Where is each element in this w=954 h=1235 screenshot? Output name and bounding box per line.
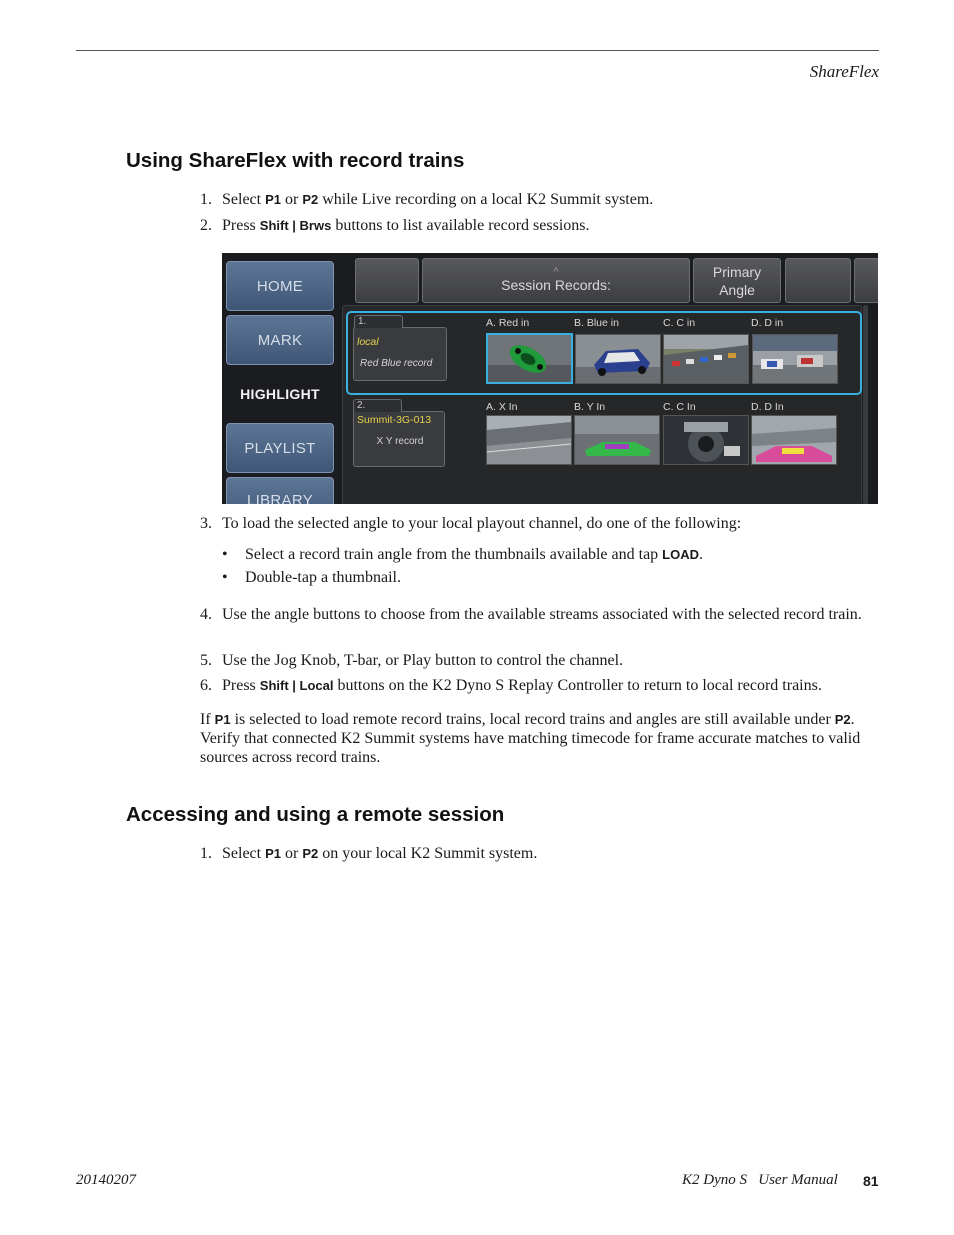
- p2-button-label: P2: [302, 192, 319, 207]
- nav-home-button[interactable]: HOME: [226, 261, 334, 311]
- stands-thumbnail: [753, 335, 837, 383]
- session-index-tab: 2.: [353, 399, 402, 412]
- load-button-label: LOAD: [662, 547, 700, 562]
- p1-button-label: P1: [265, 192, 281, 207]
- angle-label-c: C. C in: [663, 317, 696, 329]
- race-car-green-thumbnail: [488, 335, 571, 382]
- thumbnail-y-in[interactable]: [574, 415, 660, 465]
- thumbnail-c-in-2[interactable]: [663, 415, 749, 465]
- session-row-1[interactable]: [346, 311, 862, 395]
- footer-page-number: 81: [863, 1173, 879, 1189]
- p2-button-label: P2: [302, 846, 319, 861]
- session-records-title: ^ Session Records:: [422, 258, 690, 303]
- thumbnail-c-in[interactable]: [663, 334, 749, 384]
- thumbnail-red-in[interactable]: [486, 333, 573, 384]
- session-records-screenshot: [222, 253, 878, 504]
- track-pack-thumbnail: [664, 335, 748, 383]
- angle-label-d: D. D In: [751, 401, 784, 413]
- cockpit-thumbnail: [664, 416, 748, 464]
- chevron-up-icon: ^: [553, 265, 559, 278]
- thumbnail-d-in-2[interactable]: [751, 415, 837, 465]
- race-car-blue-thumbnail: [576, 335, 660, 383]
- thumbnail-x-in[interactable]: [486, 415, 572, 465]
- shift-brws-button-label: Shift | Brws: [259, 218, 332, 233]
- primary-angle-button[interactable]: Primary Angle: [693, 258, 781, 303]
- blank-top-button[interactable]: [355, 258, 419, 303]
- grandstand-thumbnail: [487, 416, 571, 464]
- angle-label-d: D. D in: [751, 317, 784, 329]
- note-paragraph: If P1 is selected to load remote record trains, local record trains and angles are still available under P2. Verify that connected K2 Summit systems have matching timecode for frame accurate matches to valid sources across record trains.: [200, 711, 861, 766]
- nav-mark-button[interactable]: MARK: [226, 315, 334, 365]
- blank-top-button-edge[interactable]: [854, 258, 878, 303]
- blank-top-button-right[interactable]: [785, 258, 851, 303]
- section-heading-remote-session: Accessing and using a remote session: [126, 803, 505, 826]
- angle-label-b: B. Y In: [574, 401, 606, 413]
- shift-local-button-label: Shift | Local: [259, 678, 334, 693]
- session-list-scrollbar[interactable]: [863, 305, 868, 504]
- angle-label-c: C. C In: [663, 401, 696, 413]
- angle-label-a: A. X In: [486, 401, 518, 413]
- pink-car-thumbnail: [752, 416, 836, 464]
- session-folder[interactable]: Summit-3G-013 X Y record: [353, 411, 445, 467]
- session-index-tab: 1.: [354, 315, 403, 328]
- p1-button-label: P1: [265, 846, 281, 861]
- green-car-thumbnail: [575, 416, 659, 464]
- thumbnail-blue-in[interactable]: [575, 334, 661, 384]
- p2-button-label: P2: [834, 712, 851, 727]
- nav-highlight-button[interactable]: HIGHLIGHT: [226, 369, 334, 419]
- session-row-2[interactable]: [346, 395, 858, 475]
- nav-library-button[interactable]: LIBRARY: [226, 477, 334, 504]
- p1-button-label: P1: [214, 712, 231, 727]
- running-header: ShareFlex: [809, 62, 879, 81]
- angle-label-a: A. Red in: [486, 317, 530, 329]
- section-heading-record-trains: Using ShareFlex with record trains: [126, 149, 465, 172]
- nav-playlist-button[interactable]: PLAYLIST: [226, 423, 334, 473]
- thumbnail-d-in[interactable]: [752, 334, 838, 384]
- session-folder[interactable]: local Red Blue record: [353, 327, 447, 381]
- angle-label-b: B. Blue in: [574, 317, 619, 329]
- footer-manual-title: K2 Dyno S User Manual: [682, 1172, 838, 1188]
- header-rule: [76, 50, 879, 51]
- footer-date: 20140207: [76, 1172, 136, 1188]
